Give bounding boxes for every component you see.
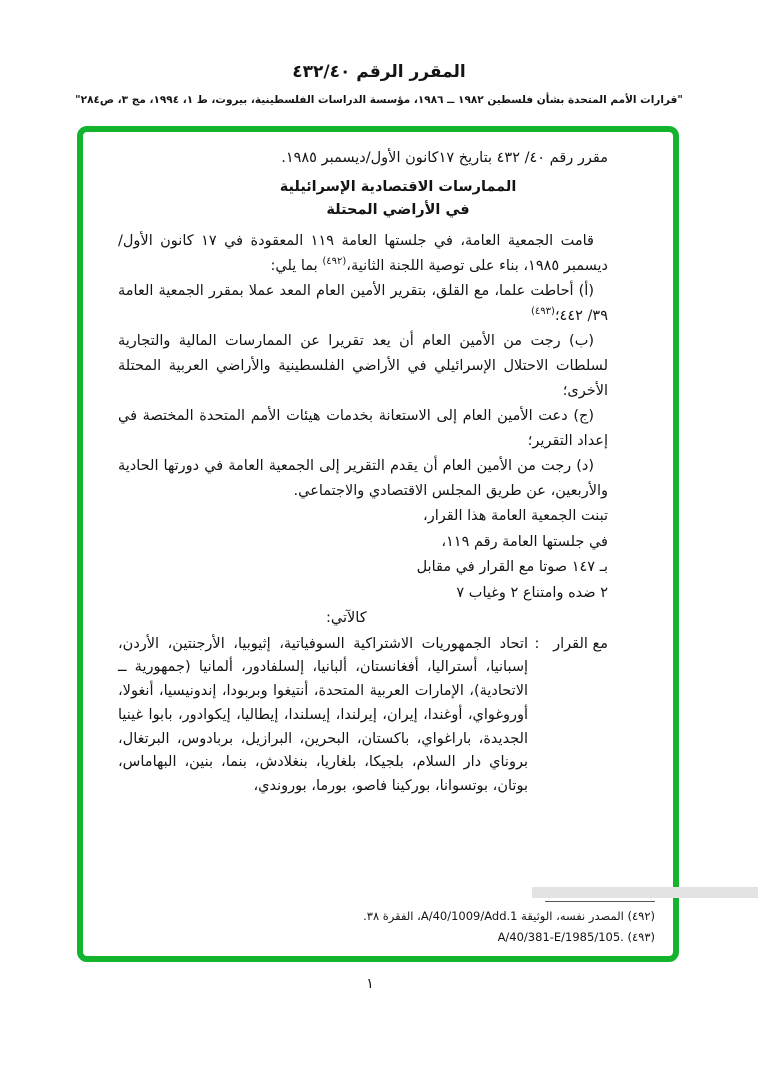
footnote-493: (٤٩٣) A/40/381-E/1985/105.‎ [497, 930, 655, 944]
vote-list-colon: : [534, 635, 540, 652]
footnote-reference-493: (٤٩٣) [531, 306, 555, 318]
page-header-source-line: "قرارات الأمم المتحدة بشأن فلسطين ١٩٨٢ ــ ١٩٨٦، مؤسسة الدراسات الفلسطينية، بيروت، ط ١، ١٩٩٤، مج ٣، ص٢٨٤" [75, 94, 683, 106]
vote-list-label: مع القرار [553, 635, 608, 652]
decision-title-line: مقرر رقم ٤٠/ ٤٣٢ بتاريخ ١٧كانون الأول/ديسمبر ١٩٨٥. [281, 150, 608, 166]
vote-record-line: تبنت الجمعية العامة هذا القرار، [423, 508, 608, 524]
intro-text-after: بما يلي: [270, 258, 323, 274]
page-number: ١ [366, 976, 374, 992]
footnote-492: (٤٩٢) المصدر نفسه، الوثيقة A/40/1009/Add.1، الفقرة ٣٨. [363, 909, 655, 923]
decision-heading [118, 176, 608, 222]
item-b-paragraph: (ب) رجت من الأمين العام أن يعد تقريرا عن الممارسات المالية والتجارية لسلطات الاحتلال الإسرائيلي في الأراضي الفلسطينية والأراضي العربية المحتلة الأخرى؛ [118, 333, 608, 399]
document-body [118, 146, 608, 799]
footnotes-block [225, 906, 655, 948]
vote-record-line: ٢ ضده وامتناع ٢ وغياب ٧ [456, 584, 608, 601]
vote-record-wrapper [118, 504, 608, 632]
page-header-title: المقرر الرقم ٤٣٢/٤٠ [292, 62, 466, 82]
intro-paragraph [118, 229, 608, 279]
decision-heading-line-2: في الأراضي المحتلة [326, 202, 470, 218]
intro-text: قامت الجمعية العامة، في جلستها العامة ١١٩ المعقودة في ١٧ كانون الأول/ديسمبر ١٩٨٥، بناء على توصية اللجنة الثانية، [118, 233, 608, 274]
footnote-reference-492: (٤٩٢) [322, 256, 347, 268]
vote-record-line: في جلستها العامة رقم ١١٩، [441, 533, 608, 550]
vote-record [326, 504, 608, 632]
footnote-separator-rule [545, 901, 655, 902]
item-a-paragraph [118, 279, 608, 329]
scan-artifact-band [532, 887, 758, 898]
item-d-paragraph: (د) رجت من الأمين العام أن يقدم التقرير إلى الجمعية العامة في دورتها الحادية والأربعين، عن طريق المجلس الاقتصادي والاجتماعي. [118, 458, 608, 499]
vote-list-countries: اتحاد الجمهوريات الاشتراكية السوفياتية، إثيوبيا، الأرجنتين، الأردن، إسبانيا، أستراليا، أفغانستان، ألبانيا، إلسلفادور، ألمانيا (جمهورية ــ الاتحادية)، الإمارات العربية المتحدة، أنتيغوا وبربودا، إندونيسيا، أنغولا، أوروغواي، أوغندا، إيران، إيرلندا، إيسلندا، إيطاليا، إيكوادور، بابوا غينيا الجديدة، باراغواي، باكستان، البحرين، البرازيل، بربادوس، البرتغال، بروناي دار السلام، بلجيكا، بلغاريا، بنغلادش، بنما، بنين، البهاماس، بوتان، بوتسوانا، بوركينا فاصو، بورما، بوروندي، [118, 635, 528, 795]
item-a-text: (أ) أحاطت علما، مع القلق، بتقرير الأمين العام المعد عملا بمقرر الجمعية العامة ٣٩/ ٤٤٢؛ [118, 283, 608, 324]
decision-heading-line-1: الممارسات الاقتصادية الإسرائيلية [279, 179, 517, 195]
vote-record-line: كالآتي: [326, 610, 367, 626]
item-c-paragraph: (ج) دعت الأمين العام إلى الاستعانة بخدمات هيئات الأمم المتحدة المختصة في إعداد التقرير؛ [118, 408, 608, 449]
vote-in-favour-list [118, 633, 608, 800]
vote-record-line: بـ ١٤٧ صوتا مع القرار في مقابل [416, 559, 608, 575]
